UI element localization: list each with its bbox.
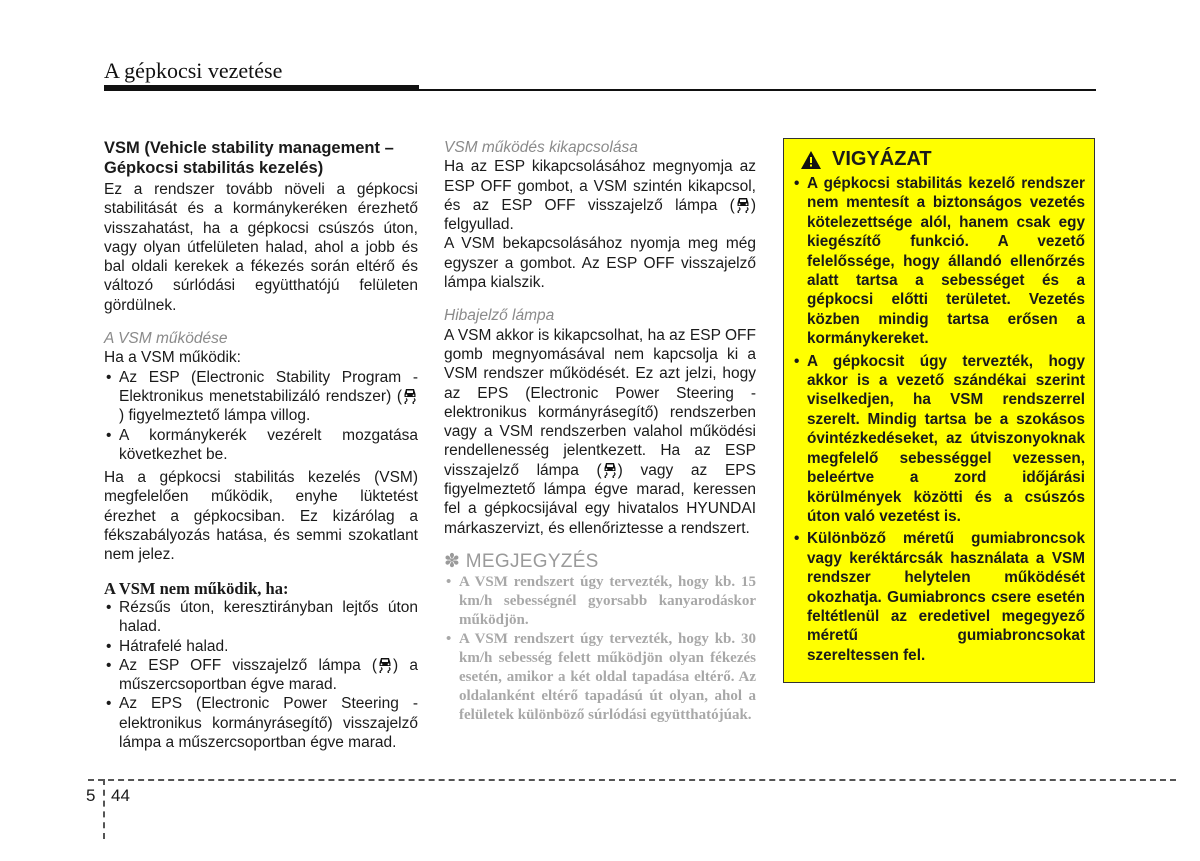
fault-paragraph: A VSM akkor is kikapcsolhat, ha az ESP OFF gomb megnyomásával nem kapcsolja ki a VSM rendszer működését. Ez azt jelzi, hogy az EPS (Electronic Power Steering - elektronikus kormányrásegítő) rendszerben vagy a VSM rendszerben valahol működési rendellenesség jelentkezett. Ha az ESP visszajelző lámpa ( ) vagy az EPS figyelmeztető lámpa égve marad, keressen fel a gépkocsijával egy hivatalos HYUNDAI márkaszervizt, és ellenőriztesse a rendszert. [444, 326, 756, 537]
footer-vertical-rule [103, 779, 105, 839]
header-rule-thin [419, 89, 1096, 91]
esp-off-indicator-icon [377, 656, 393, 673]
caution-list [792, 174, 1085, 665]
operation-paragraph: Ha a gépkocsi stabilitás kezelés (VSM) megfelelően működik, enyhe lüktetést érezhet a gépkocsiban. Ez kizárólag a fékszabályozás hatása, és semmi szokatlant nem jelez. [104, 469, 418, 564]
esp-off-indicator-icon [735, 196, 751, 213]
esp-warning-icon [402, 387, 418, 404]
esp-indicator-icon [602, 461, 618, 478]
list-item: • Rézsűs úton, keresztirányban lejtős úton halad. [104, 598, 418, 637]
footer-rule [88, 779, 1176, 781]
header-rule-thick [104, 85, 419, 91]
caution-title: VIGYÁZAT [832, 148, 932, 170]
caution-item: • Különböző méretű gumiabroncsok vagy keréktárcsák használata a VSM rendszer helytelen működését okozhatja. Gumiabroncs csere esetén feltétlenül az eredetivel megegyező méretű gumiabroncsokat szereltessen fel. [792, 529, 1085, 665]
off-paragraph-1: Ha az ESP kikapcsolásához megnyomja az ESP OFF gombot, a VSM szintén kikapcsol, és az ESP OFF visszajelző lámpa ( ) felgyullad. [444, 158, 756, 234]
not-operating-list [104, 598, 418, 752]
page-number: 44 [111, 786, 130, 805]
note-title: ✽ MEGJEGYZÉS [444, 550, 599, 572]
caution-item: • A gépkocsit úgy tervezték, hogy akkor is a vezető szándékai szerint viselkedjen, ha VSM rendszerrel szerelt. Mindig tartsa be a szokásos óvintézkedéseket, az útviszonyoknak megfelelő sebességgel vezessen, beleértve a zord időjárási körülmények közötti és a csúszós úton való vezetést is. [792, 352, 1085, 527]
subtitle-vsm-off: VSM működés kikapcsolása [444, 139, 638, 156]
subtitle-fault-lamp: Hibajelző lámpa [444, 307, 555, 325]
section-title-vsm: VSM (Vehicle stability management – Gépkocsi stabilitás kezelés) [104, 139, 394, 177]
subtitle-vsm-not-operating: A VSM nem működik, ha: [104, 578, 289, 598]
note-item: • A VSM rendszert úgy tervezték, hogy kb. 30 km/h sebesség felett működjön olyan fékezés esetén, amikor a két oldal tapadása eltérő. Az oldalanként eltérő tapadású út olyan, ahol a felületek különböző súrlódási együtthatójúak. [444, 630, 756, 725]
intro-paragraph: Ez a rendszer tovább növeli a gépkocsi stabilitását és a kormánykeréken érezhető visszahatást, ha a gépkocsi csúszós úton, vagy olyan útfelületen halad, ahol a jobb és bal oldali kerekek a fékezés során eltérő és változó súrlódási együtthatójú felületen gördülnek. [104, 181, 418, 314]
list-item: • Az EPS (Electronic Power Steering - elektronikus kormányrásegítő) visszajelző lámpa a műszercsoportban égve marad. [104, 694, 418, 752]
subtitle-vsm-operation: A VSM működése [104, 330, 228, 348]
off-paragraph-2: A VSM bekapcsolásához nyomja meg még egyszer a gombot. Az ESP OFF visszajelző lámpa kialszik. [444, 235, 756, 292]
list-item: • Hátrafelé halad. [104, 637, 418, 656]
list-item: • Az ESP (Electronic Stability Program - Elektronikus menetstabilizáló rendszer) () figyelmeztető lámpa villog. [104, 368, 418, 426]
note-list [444, 573, 756, 725]
middle-column [444, 138, 756, 725]
note-item: • A VSM rendszert úgy tervezték, hogy kb. 15 km/h sebességnél gyorsabb kanyarodáskor működjön. [444, 573, 756, 630]
warning-triangle-icon [800, 150, 822, 170]
operation-lead: Ha a VSM működik: [104, 349, 241, 367]
chapter-number: 5 [86, 786, 96, 805]
left-column [104, 138, 418, 752]
caution-box [783, 138, 1095, 683]
caution-header [792, 148, 1085, 171]
operation-list [104, 368, 418, 464]
caution-item: • A gépkocsi stabilitás kezelő rendszer nem mentesít a biztonságos vezetés kötelezettsége alól, hanem csak egy kiegészítő funkció. A vezető felelőssége, hogy állandó ellenőrzés alatt tartsa a sebességet és a gépkocsi előtti területet. Vezetés közben mindig tartsa erősen a kormánykereket. [792, 174, 1085, 349]
list-item: • Az ESP OFF visszajelző lámpa ( ) a műszercsoportban égve marad. [104, 656, 418, 695]
list-item: • A kormánykerék vezérelt mozgatása következhet be. [104, 426, 418, 465]
page-title: A gépkocsi vezetése [104, 58, 283, 83]
